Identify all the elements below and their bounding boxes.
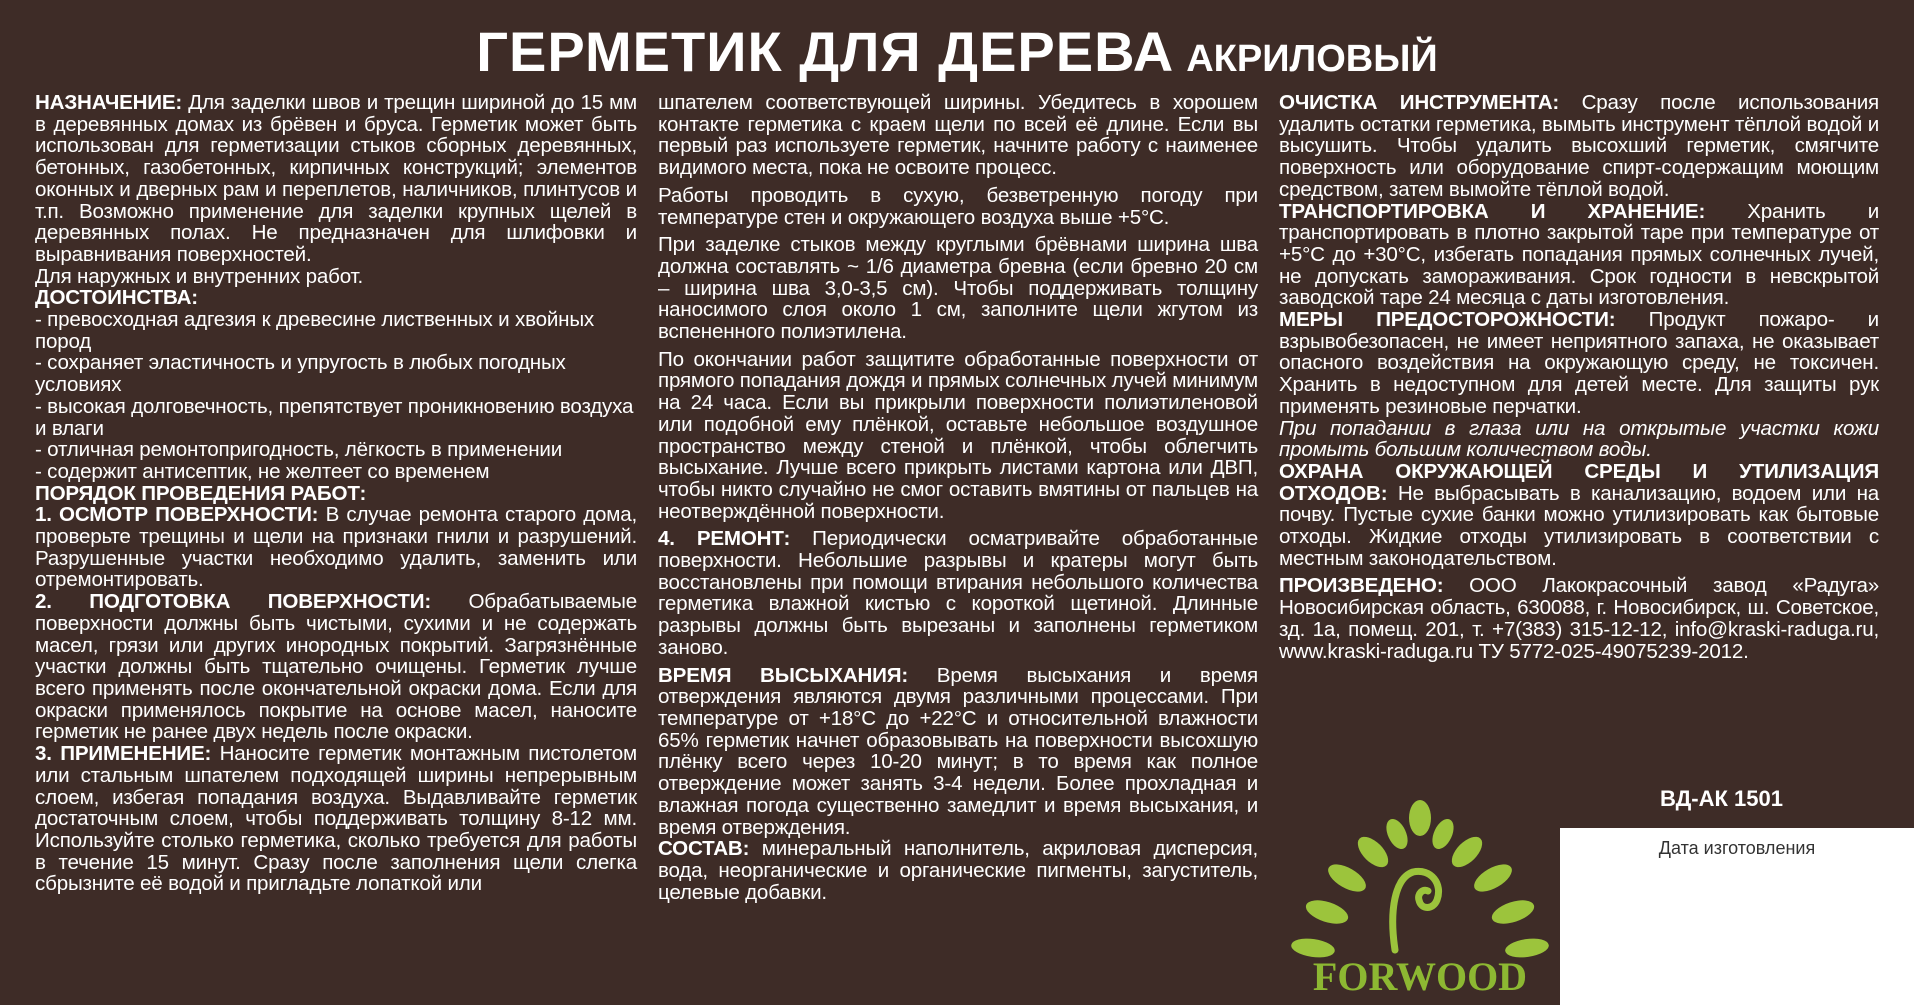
- column-middle: [658, 92, 1258, 903]
- repair-text: Периодически осматривайте обработанные поверхности. Небольшие разрывы и кратеры могут быть восстановлены при помощи втирания небольшого количества герметика влажной кистью с короткой щетиной. Длинные разрывы должны быть вырезаны и заполнены герметиком заново.: [658, 527, 1258, 659]
- title-sub: АКРИЛОВЫЙ: [1186, 38, 1438, 80]
- leaf-tree-icon: [1290, 800, 1550, 960]
- advantage-item: - содержит антисептик, не желтеет со временем: [35, 459, 490, 483]
- repair-paragraph: [658, 528, 1258, 658]
- title-main: ГЕРМЕТИК ДЛЯ ДЕРЕВА: [476, 20, 1175, 83]
- logo-text: FORWOOD: [1312, 954, 1528, 999]
- forwood-logo: [1285, 800, 1555, 1000]
- weather-conditions: Работы проводить в сухую, безветренную погоду при температуре стен и окружающего воздуха выше +5°С.: [658, 183, 1258, 229]
- manufacturer-text: ООО Лакокрасочный завод «Радуга» Новосибирская область, 630088, г. Новосибирск, ш. Советское, зд. 1а, помещ. 201, т. +7(383) 315-12-12, info@kraski-raduga.ru, www.kraski-raduga.ru ТУ 5772-025-49075239-2012.: [1279, 574, 1879, 663]
- step-inspection-heading: 1. ОСМОТР ПОВЕРХНОСТИ:: [35, 503, 319, 527]
- storage-heading: ТРАНСПОРТИРОВКА И ХРАНЕНИЕ:: [1279, 199, 1706, 223]
- drying-paragraph: [658, 665, 1258, 839]
- purpose-heading: НАЗНАЧЕНИЕ:: [35, 91, 183, 114]
- environment-text: Не выбрасывать в канализацию, водоем или на почву. Пустые сухие банки можно утилизировать как бытовые отходы. Жидкие отходы утилизировать в соответствии с местным законодательством.: [1279, 481, 1879, 570]
- purpose-text: Для заделки швов и трещин шириной до 15 мм в деревянных домах из брёвен и бруса. Герметик может быть использован для герметизации стыков сборных деревянных, бетонных, газобетонных, кирпичных конструкций; элементов оконных и дверных рам и переплетов, наличников, плинтусов и т.п. Возможно применение для заделки крупных щелей в деревянных полах. Не предназначен для шлифовки и выравнивания поверхностей.: [35, 91, 637, 266]
- cleaning-paragraph: [1279, 92, 1879, 201]
- step-application: [35, 743, 637, 895]
- manufacture-date-box: [1560, 828, 1914, 1005]
- step-preparation-heading: 2. ПОДГОТОВКА ПОВЕРХНОСТИ:: [35, 590, 431, 614]
- product-code: ВД-АК 1501: [1660, 786, 1783, 811]
- step-application-heading: 3. ПРИМЕНЕНИЕ:: [35, 742, 212, 766]
- safety-text: Продукт пожаро- и взрывобезопасен, не имеет неприятного запаха, не оказывает опасного воздействия на окружающую среду, не токсичен. Хранить в недоступном для детей месте. Для защиты рук применять резиновые перчатки.: [1279, 308, 1879, 418]
- advantage-item: - превосходная адгезия к древесине лиственных и хвойных пород: [35, 308, 595, 353]
- advantage-item: - отличная ремонтопригодность, лёгкость в применении: [35, 438, 563, 462]
- advantage-item: - высокая долговечность, препятствует проникновению воздуха и влаги: [35, 394, 634, 440]
- environment-paragraph: [1279, 461, 1879, 570]
- purpose-paragraph: [35, 92, 637, 266]
- protection-note: По окончании работ защитите обработанные поверхности от прямого попадания дождя и прямых солнечных лучей минимум на 24 часа. Если вы прикрыли поверхности полиэтиленовой или подобной ему плёнкой, оставьте небольшое воздушное пространство между стеной и плёнкой, чтобы облегчить высыхание. Лучше всего прикрыть листами картона или ДВП, чтобы никто случайно не смог оставить вмятины от пальцев на неотверждённой поверхности.: [658, 347, 1258, 523]
- manufacturer-heading: ПРОИЗВЕДЕНО:: [1279, 574, 1444, 598]
- joint-width-note: При заделке стыков между круглыми брёвнами ширина шва должна составлять ~ 1/6 диаметра бревна (если бревно 20 см – ширина шва 3,0-3,5 см). Чтобы поддерживать толщину наносимого слоя около 1 см, заполните щели жгутом из вспененного полиэтилена.: [658, 233, 1258, 344]
- composition-text: минеральный наполнитель, акриловая дисперсия, вода, неорганические и органические пигменты, загуститель, целевые добавки.: [658, 837, 1258, 904]
- step-preparation-text: Обрабатываемые поверхности должны быть чистыми, сухими и не содержать масел, грязи или других инородных покрытий. Загрязнённые участки должны быть тщательно очищены. Герметик лучше всего применять после окончательной окраски дома. Если для окраски применялось покрытие на основе масел, наносите герметик не ранее двух недель после окраски.: [35, 590, 637, 744]
- safety-paragraph: [1279, 309, 1879, 418]
- manufacture-date-label: Дата изготовления: [1658, 838, 1816, 858]
- step-application-text: Наносите герметик монтажным пистолетом или стальным шпателем подходящей ширины непрерывным слоем, избегая попадания воздуха. Выдавливайте герметик достаточным слоем, чтобы поддерживать толщину 8-12 мм. Используйте столько герметика, сколько требуется для работы в течение 15 минут. Сразу после заполнения щели слегка сбрызните её водой и пригладьте лопаткой или: [35, 742, 637, 896]
- repair-heading: 4. РЕМОНТ:: [658, 527, 791, 551]
- storage-paragraph: [1279, 201, 1879, 310]
- drying-heading: ВРЕМЯ ВЫСЫХАНИЯ:: [658, 663, 909, 687]
- column-right: [1279, 92, 1879, 662]
- application-continued: шпателем соответствующей ширины. Убедитесь в хорошем контакте герметика с краем щели по всей её длине. Если вы первый раз используете герметик, начните работу с наименее видимого места, пока не освоите процесс.: [658, 91, 1258, 180]
- procedure-heading: ПОРЯДОК ПРОВЕДЕНИЯ РАБОТ:: [35, 481, 367, 505]
- cleaning-heading: ОЧИСТКА ИНСТРУМЕНТА:: [1279, 91, 1560, 114]
- safety-heading: МЕРЫ ПРЕДОСТОРОЖНОСТИ:: [1279, 308, 1616, 332]
- manufacturer-paragraph: [1279, 575, 1879, 662]
- step-inspection: [35, 504, 637, 591]
- product-title: [0, 20, 1914, 83]
- advantages-heading: ДОСТОИНСТВА:: [35, 286, 198, 310]
- step-preparation: [35, 591, 637, 743]
- advantage-item: - сохраняет эластичность и упругость в любых погодных условиях: [35, 351, 566, 397]
- composition-heading: СОСТАВ:: [658, 837, 750, 861]
- environment-heading: ОХРАНА ОКРУЖАЮЩЕЙ СРЕДЫ И УТИЛИЗАЦИЯ ОТХОДОВ:: [1279, 459, 1879, 505]
- safety-eyes-note: При попадании в глаза или на открытые участки кожи промыть большим количеством воды.: [1279, 416, 1879, 462]
- purpose-note: Для наружных и внутренних работ.: [35, 264, 363, 288]
- drying-text: Время высыхания и время отверждения являются двумя различными процессами. При температуре от +18°С до +22°С и относительной влажности 65% герметик начнет образовывать на поверхности высохшую плёнку всего через 10-20 минут; в то время как полное отверждение может занять 3-4 недели. Более прохладная и влажная погода существенно замедлит и время высыхания, и время отверждения.: [658, 663, 1258, 839]
- composition-paragraph: [658, 838, 1258, 903]
- column-left: [35, 92, 637, 895]
- storage-text: Хранить и транспортировать в плотно закрытой таре при температуре от +5°С до +30°С, избегать попадания прямых солнечных лучей, не допускать замораживания. Срок годности в невскрытой заводской таре 24 месяца с даты изготовления.: [1279, 199, 1879, 310]
- step-inspection-text: В случае ремонта старого дома, проверьте трещины и щели на признаки гнили и разрушений. Разрушенные участки необходимо удалить, заменить или отремонтировать.: [35, 503, 638, 592]
- cleaning-text: Сразу после использования удалить остатки герметика, вымыть инструмент тёплой водой и высушить. Чтобы удалить высохший герметик, смягчите поверхность или оборудование спирт-содержащим моющим средством, затем вымойте тёплой водой.: [1279, 91, 1879, 201]
